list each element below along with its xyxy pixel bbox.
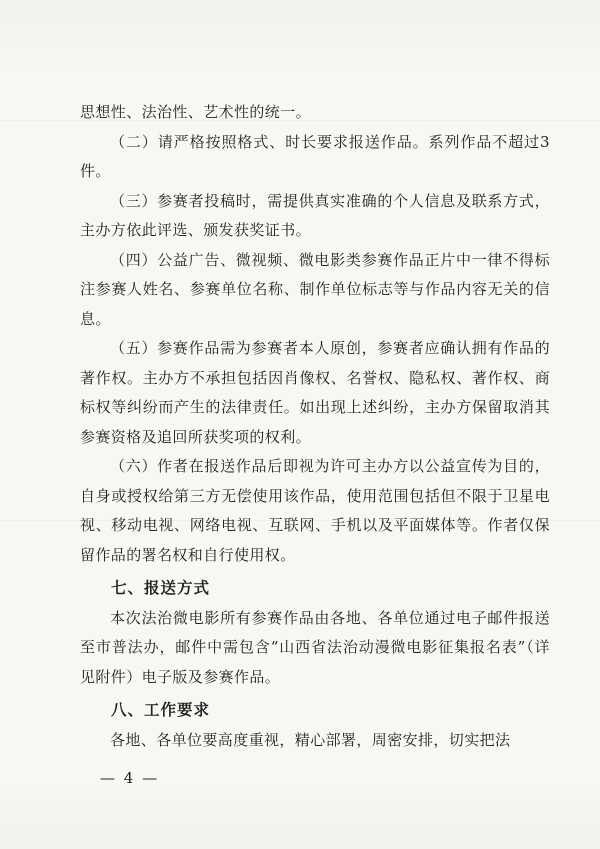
paragraph-item-3: （三）参赛者投稿时，需提供真实准确的个人信息及联系方式，主办方依此评选、颁发获奖证书。 <box>80 191 550 239</box>
document-body <box>80 98 550 755</box>
section-7-body: 本次法治微电影所有参赛作品由各地、各单位通过电子邮件报送至市普法办，邮件中需包含“山西省法治动漫微电影征集报名表”（详见附件）电子版及参赛作品。 <box>80 608 550 686</box>
section-8-body: 各地、各单位要高度重视，精心部署，周密安排，切实把法 <box>110 730 511 749</box>
paragraph-item-2: （二）请严格按照格式、时长要求报送作品。系列作品不超过3件。 <box>80 132 550 180</box>
section-7-heading: 七、报送方式 <box>111 579 211 597</box>
paragraph-continuation: 思想性、法治性、艺术性的统一。 <box>80 103 312 121</box>
page-number: — 4 — <box>100 769 160 787</box>
paragraph-item-6: （六）作者在报送作品后即视为许可主办方以公益宣传为目的，自身或授权给第三方无偿使用该作品，使用范围包括但不限于卫星电视、移动电视、网络电视、互联网、手机以及平面媒体等。作者仅保留作品的署名权和自行使用权。 <box>80 457 550 564</box>
paragraph-item-4: （四）公益广告、微视频、微电影类参赛作品正片中一律不得标注参赛人姓名、参赛单位名称、制作单位标志等与作品内容无关的信息。 <box>80 250 550 328</box>
section-8-heading: 八、工作要求 <box>111 701 211 719</box>
paragraph-item-5: （五）参赛作品需为参赛者本人原创，参赛者应确认拥有作品的著作权。主办方不承担包括因肖像权、名誉权、隐私权、著作权、商标权等纠纷而产生的法律责任。如出现上述纠纷，主办方保留取消其参赛资格及追回所获奖项的权利。 <box>80 339 550 446</box>
